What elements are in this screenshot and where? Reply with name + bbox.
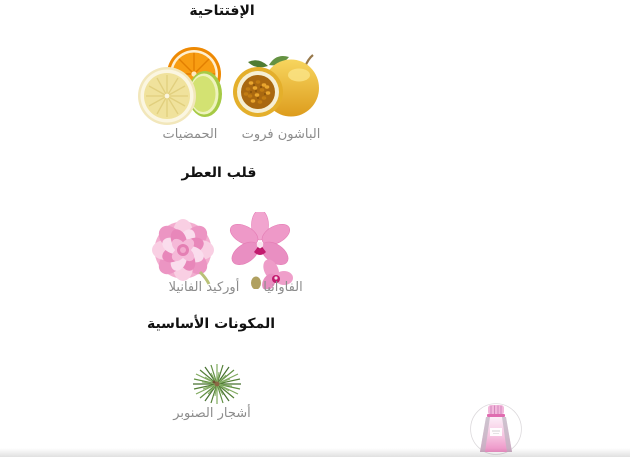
heart-notes-heading: قلب العطر	[181, 165, 257, 181]
bottom-edge-shadow	[0, 448, 630, 457]
passion-fruit-label: الباشون فروت	[241, 127, 321, 142]
peony-label: الفاوانيا	[263, 280, 303, 295]
bottle-label	[490, 428, 502, 436]
base-notes-heading: المكونات الأساسية	[146, 316, 276, 332]
vanilla-orchid-label: أوركيد الفانيلا	[168, 280, 240, 295]
orchid-flower-image	[223, 212, 293, 289]
passion-fruit-image	[232, 54, 320, 118]
cut-half	[233, 67, 283, 117]
leaf	[248, 60, 268, 67]
citrus-fruits-image	[138, 47, 223, 126]
neck-ring	[487, 414, 505, 417]
lemon-slice	[138, 67, 196, 125]
pine-trees-label: أشجار الصنوبر	[173, 406, 251, 421]
citrus-label: الحمضيات	[162, 127, 218, 142]
bottle-cap	[488, 405, 504, 415]
top-notes-heading: الإفتتاحية	[189, 3, 255, 19]
peony-flower-image	[150, 219, 217, 285]
main-bloom	[227, 212, 293, 269]
pine-needles-image	[186, 361, 248, 407]
